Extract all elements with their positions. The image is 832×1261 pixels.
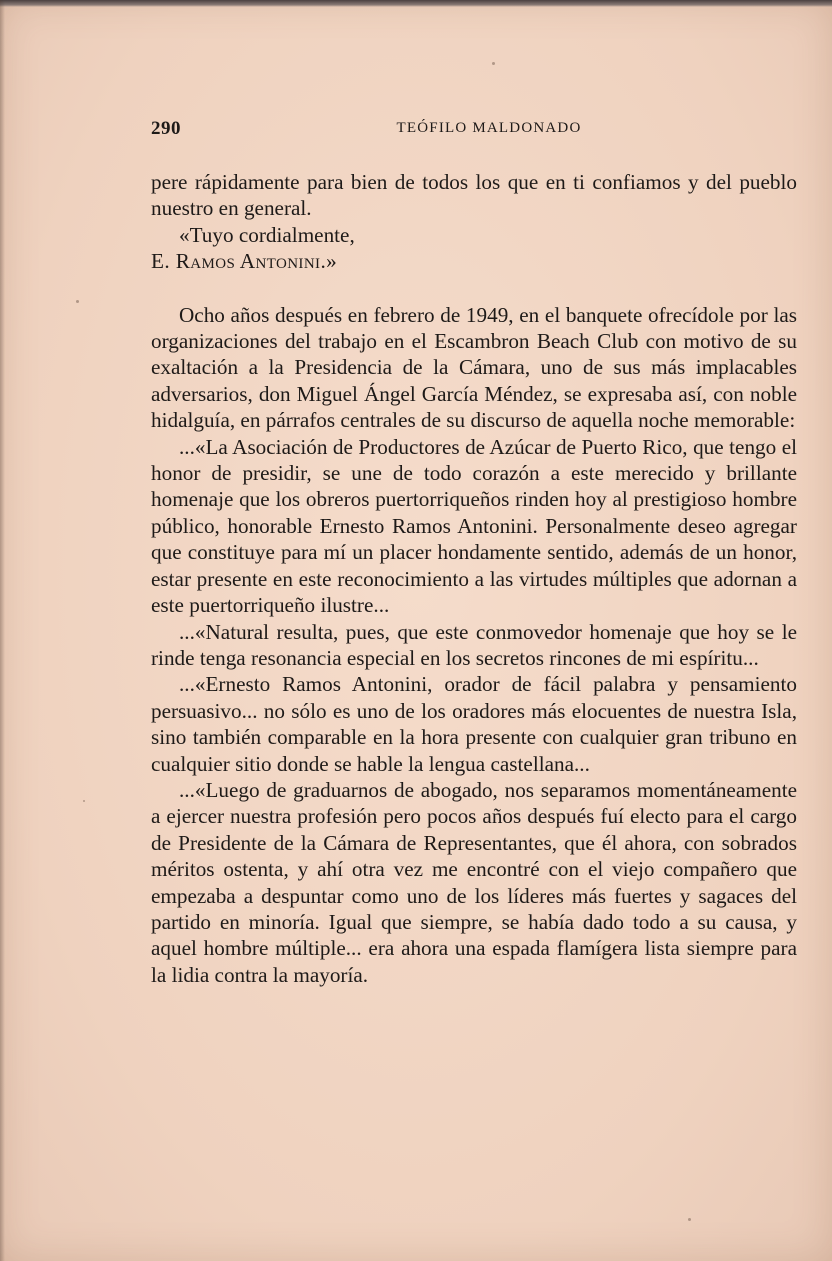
page-top-edge — [0, 0, 832, 7]
letter-salutation: «Tuyo cordialmente, — [179, 222, 355, 247]
paragraph-gap — [151, 275, 797, 302]
paper-speck — [76, 300, 79, 303]
paper-speck — [83, 800, 85, 802]
page-left-edge — [0, 0, 5, 1261]
paragraph-1: Ocho años después en febrero de 1949, en el banquete ofrecídole por las organizaciones del trabajo en el Escambron Beach Club con motivo de su exaltación a la Presidencia de la Cámara, uno de sus más implacables adversarios, don Miguel Ángel García Méndez, se expresaba así, con noble hidalguía, en párrafos centrales de su discurso de aquella noche memorable: — [151, 302, 797, 433]
quote-paragraph-4: ...«Luego de graduarnos de abogado, nos separamos momentáneamente a ejercer nuestra profesión pero pocos años después fuí electo para el cargo de Presidente de la Cámara de Representantes, que él ahora, con sobrados méritos ostenta, y ahí otra vez me encontré con el viejo compañero que empezaba a despuntar como uno de los líderes más fuertes y sagaces del partido en minoría. Igual que siempre, se había dado todo a su causa, y aquel hombre múltiple... era ahora una espada flamígera lista siempre para la lidia contra la mayoría. — [151, 777, 797, 987]
letter-closing-text: pere rápidamente para bien de todos los que en ti confiamos y del pueblo nuestro en general. — [151, 170, 797, 221]
body-text — [151, 169, 797, 988]
paper-speck — [688, 1218, 691, 1221]
page-number: 290 — [151, 118, 181, 139]
letter-signature: E. Ramos Antonini.» — [151, 249, 338, 274]
quote-paragraph-1: ...«La Asociación de Productores de Azúcar de Puerto Rico, que tengo el honor de presidir, se une de todo corazón a este merecido y brillante homenaje que los obreros puertorriqueños rinden hoy al prestigioso hombre público, honorable Ernesto Ramos Antonini. Personalmente deseo agregar que constituye para mí un placer hondamente sentido, además de un honor, estar presente en este reconocimiento a las virtudes múltiples que adornan a este puertorriqueño ilustre... — [151, 434, 797, 618]
page-header — [151, 118, 797, 144]
running-head: TEÓFILO MALDONADO — [396, 120, 582, 136]
quote-paragraph-3: ...«Ernesto Ramos Antonini, orador de fácil palabra y pensamiento persuasivo... no sólo es uno de los oradores más elocuentes de nuestra Isla, sino también comparable en la hora presente con cualquier gran tribuno en cualquier sitio donde se hable la lengua castellana... — [151, 672, 797, 776]
quote-paragraph-2: ...«Natural resulta, pues, que este conmovedor homenaje que hoy se le rinde tenga resonancia especial en los secretos rincones de mi espíritu... — [151, 619, 797, 670]
paper-speck — [492, 62, 495, 65]
